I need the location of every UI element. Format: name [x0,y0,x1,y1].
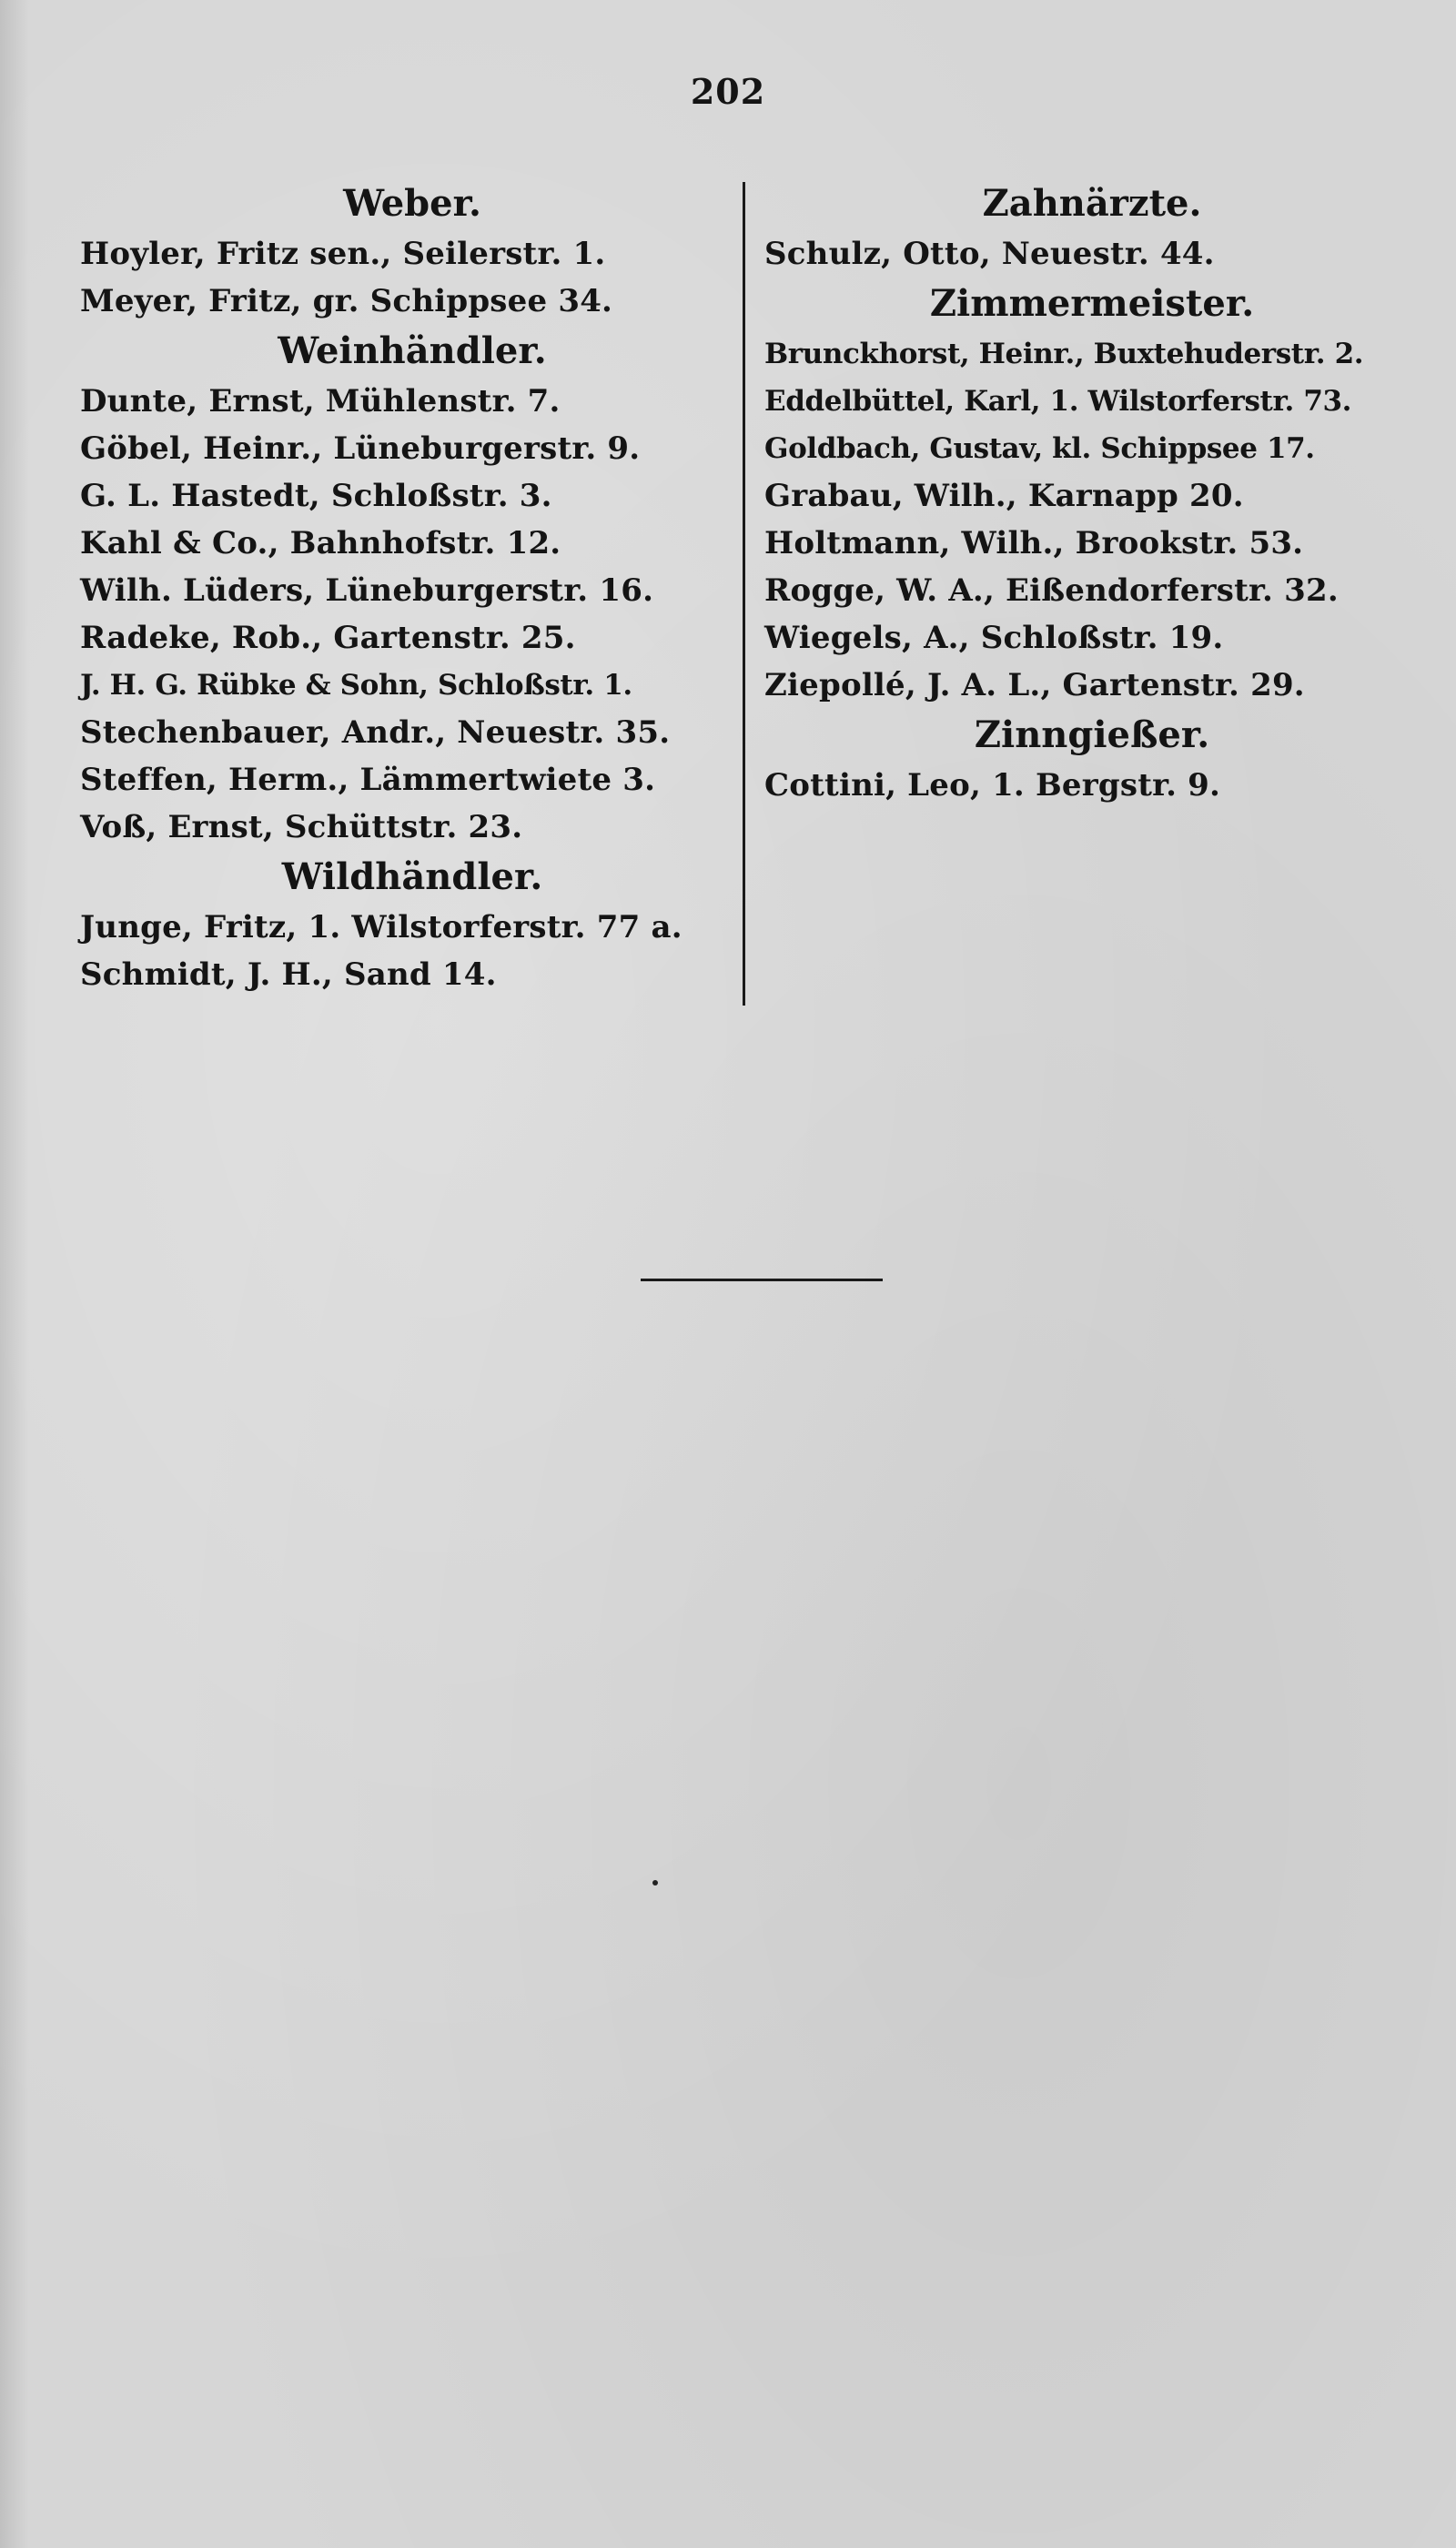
directory-entry: Dunte, Ernst, Mühlenstr. 7. [80,383,561,420]
directory-entry: Voß, Ernst, Schüttstr. 23. [80,809,523,845]
page-edge-shadow [0,0,29,2548]
directory-entry: Schmidt, J. H., Sand 14. [80,956,497,993]
end-rule [641,1279,883,1281]
directory-entry: Wiegels, A., Schloßstr. 19. [764,620,1224,656]
section-heading-weinhaendler: Weinhändler. [278,329,547,372]
section-heading-wildhaendler: Wildhändler. [281,855,543,898]
directory-entry: Holtmann, Wilh., Brookstr. 53. [764,525,1304,561]
directory-entry: Radeke, Rob., Gartenstr. 25. [80,620,576,656]
directory-entry: Junge, Fritz, 1. Wilstorferstr. 77 a. [80,909,682,945]
section-heading-zahnaerzte: Zahnärzte. [982,182,1202,225]
directory-entry: Brunckhorst, Heinr., Buxtehuderstr. 2. [764,338,1364,370]
directory-entry: Stechenbauer, Andr., Neuestr. 35. [80,714,671,751]
directory-entry: Steffen, Herm., Lämmertwiete 3. [80,762,656,798]
directory-entry: Goldbach, Gustav, kl. Schippsee 17. [764,432,1315,465]
directory-entry: Ziepollé, J. A. L., Gartenstr. 29. [764,667,1305,703]
ink-speck [652,1880,658,1886]
section-heading-zimmermeister: Zimmermeister. [929,282,1255,325]
directory-entry: Wilh. Lüders, Lüneburgerstr. 16. [80,572,654,609]
left-column [80,177,744,998]
directory-entry: Kahl & Co., Bahnhofstr. 12. [80,525,561,561]
directory-entry: J. H. G. Rübke & Sohn, Schloßstr. 1. [80,669,632,702]
section-heading-weber: Weber. [343,182,481,225]
column-divider [743,182,745,1006]
directory-entry: Schulz, Otto, Neuestr. 44. [764,236,1215,272]
directory-entry: Hoyler, Fritz sen., Seilerstr. 1. [80,236,606,272]
directory-entry: Meyer, Fritz, gr. Schippsee 34. [80,283,613,319]
page-number: 202 [690,71,766,112]
directory-entry: G. L. Hastedt, Schloßstr. 3. [80,478,552,514]
section-heading-zinngiesser: Zinngießer. [974,713,1210,756]
right-column [764,177,1420,809]
directory-entry: Göbel, Heinr., Lüneburgerstr. 9. [80,430,641,467]
directory-entry: Eddelbüttel, Karl, 1. Wilstorferstr. 73. [764,385,1352,418]
directory-entry: Rogge, W. A., Eißendorferstr. 32. [764,572,1339,609]
directory-entry: Grabau, Wilh., Karnapp 20. [764,478,1244,514]
directory-entry: Cottini, Leo, 1. Bergstr. 9. [764,767,1221,804]
